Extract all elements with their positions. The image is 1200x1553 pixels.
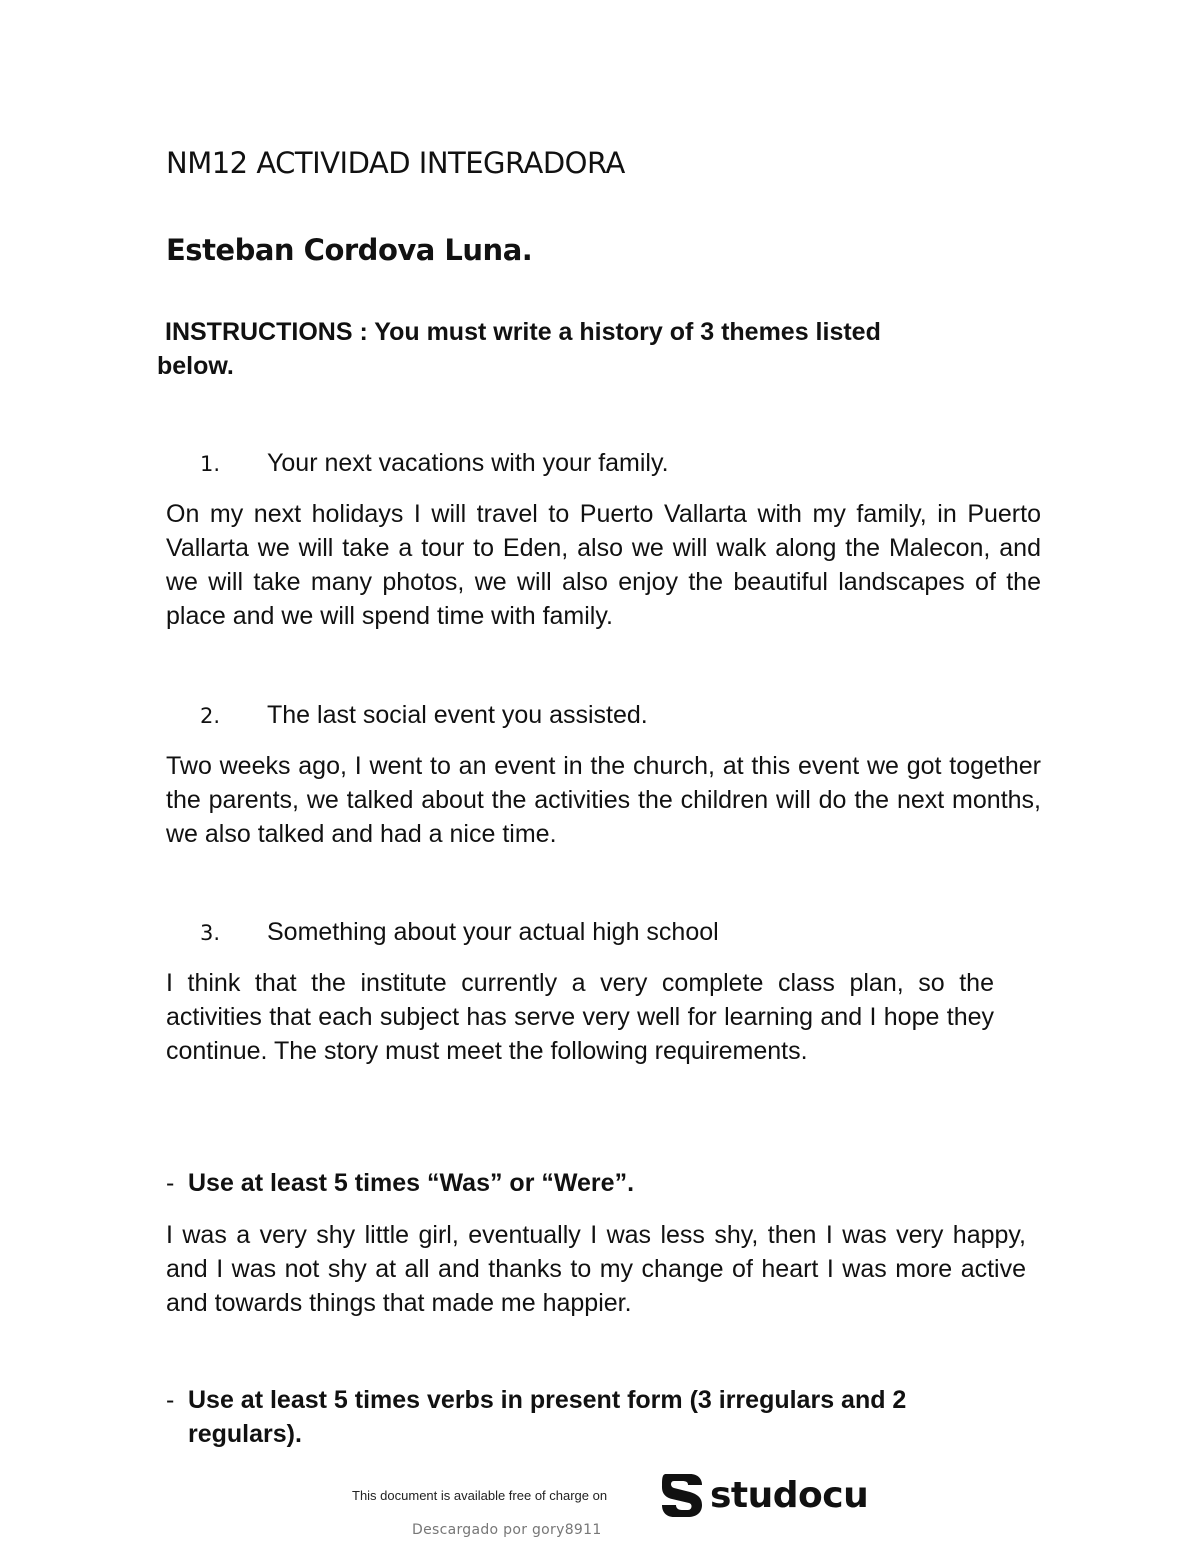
item-heading-text-1: Your next vacations with your family. (267, 449, 669, 477)
requirement-text-2: Use at least 5 times verbs in present form (3 irregulars and 2 regulars). (188, 1386, 907, 1448)
requirement-1 (166, 1166, 996, 1200)
instructions-line-2: below. (157, 352, 234, 380)
item-heading-1 (200, 446, 669, 481)
item-number-2: 2. (200, 704, 221, 728)
item-body-2: Two weeks ago, I went to an event in the church, at this event we got together the parents, we talked about the activities the children will do the next months, we also talked and had a nice time. (166, 752, 1041, 848)
requirement-dash-2: - (166, 1386, 175, 1414)
instructions (157, 315, 987, 383)
item-heading-text-2: The last social event you assisted. (267, 701, 648, 729)
studocu-logo[interactable] (660, 1470, 868, 1520)
requirement-dash-1: - (166, 1169, 175, 1197)
item-number-1: 1. (200, 452, 221, 476)
item-heading-text-3: Something about your actual high school (267, 918, 719, 946)
author-name: Esteban Cordova Luna. (166, 233, 533, 267)
instructions-line-1: INSTRUCTIONS : You must write a history of 3 themes listed (165, 318, 881, 346)
studocu-brand-text: studocu (710, 1474, 869, 1516)
item-heading-3 (200, 915, 719, 950)
downloaded-by-note: Descargado por gory8911 (412, 1522, 602, 1538)
requirement-body-1: I was a very shy little girl, eventually I was less shy, then I was very happy, and I was not shy at all and thanks to my change of heart I was more active and towards things that made me happier. (166, 1221, 1026, 1317)
requirement-2 (166, 1383, 996, 1451)
document-title: NM12 ACTIVIDAD INTEGRADORA (166, 146, 625, 180)
requirement-text-1: Use at least 5 times “Was” or “Were”. (188, 1169, 635, 1197)
item-number-3: 3. (200, 921, 221, 945)
studocu-logo-icon (660, 1470, 704, 1520)
item-heading-2 (200, 698, 648, 733)
item-body-1: On my next holidays I will travel to Puerto Vallarta with my family, in Puerto Vallarta we will take a tour to Eden, also we will walk along the Malecon, and we will take many photos, we will also enjoy the beautiful landscapes of the place and we will spend time with family. (166, 500, 1041, 630)
item-body-3: I think that the institute currently a very complete class plan, so the activities that each subject has serve very well for learning and I hope they continue. The story must meet the following requirements. (166, 969, 994, 1065)
availability-note: This document is available free of charge on (352, 1488, 608, 1503)
